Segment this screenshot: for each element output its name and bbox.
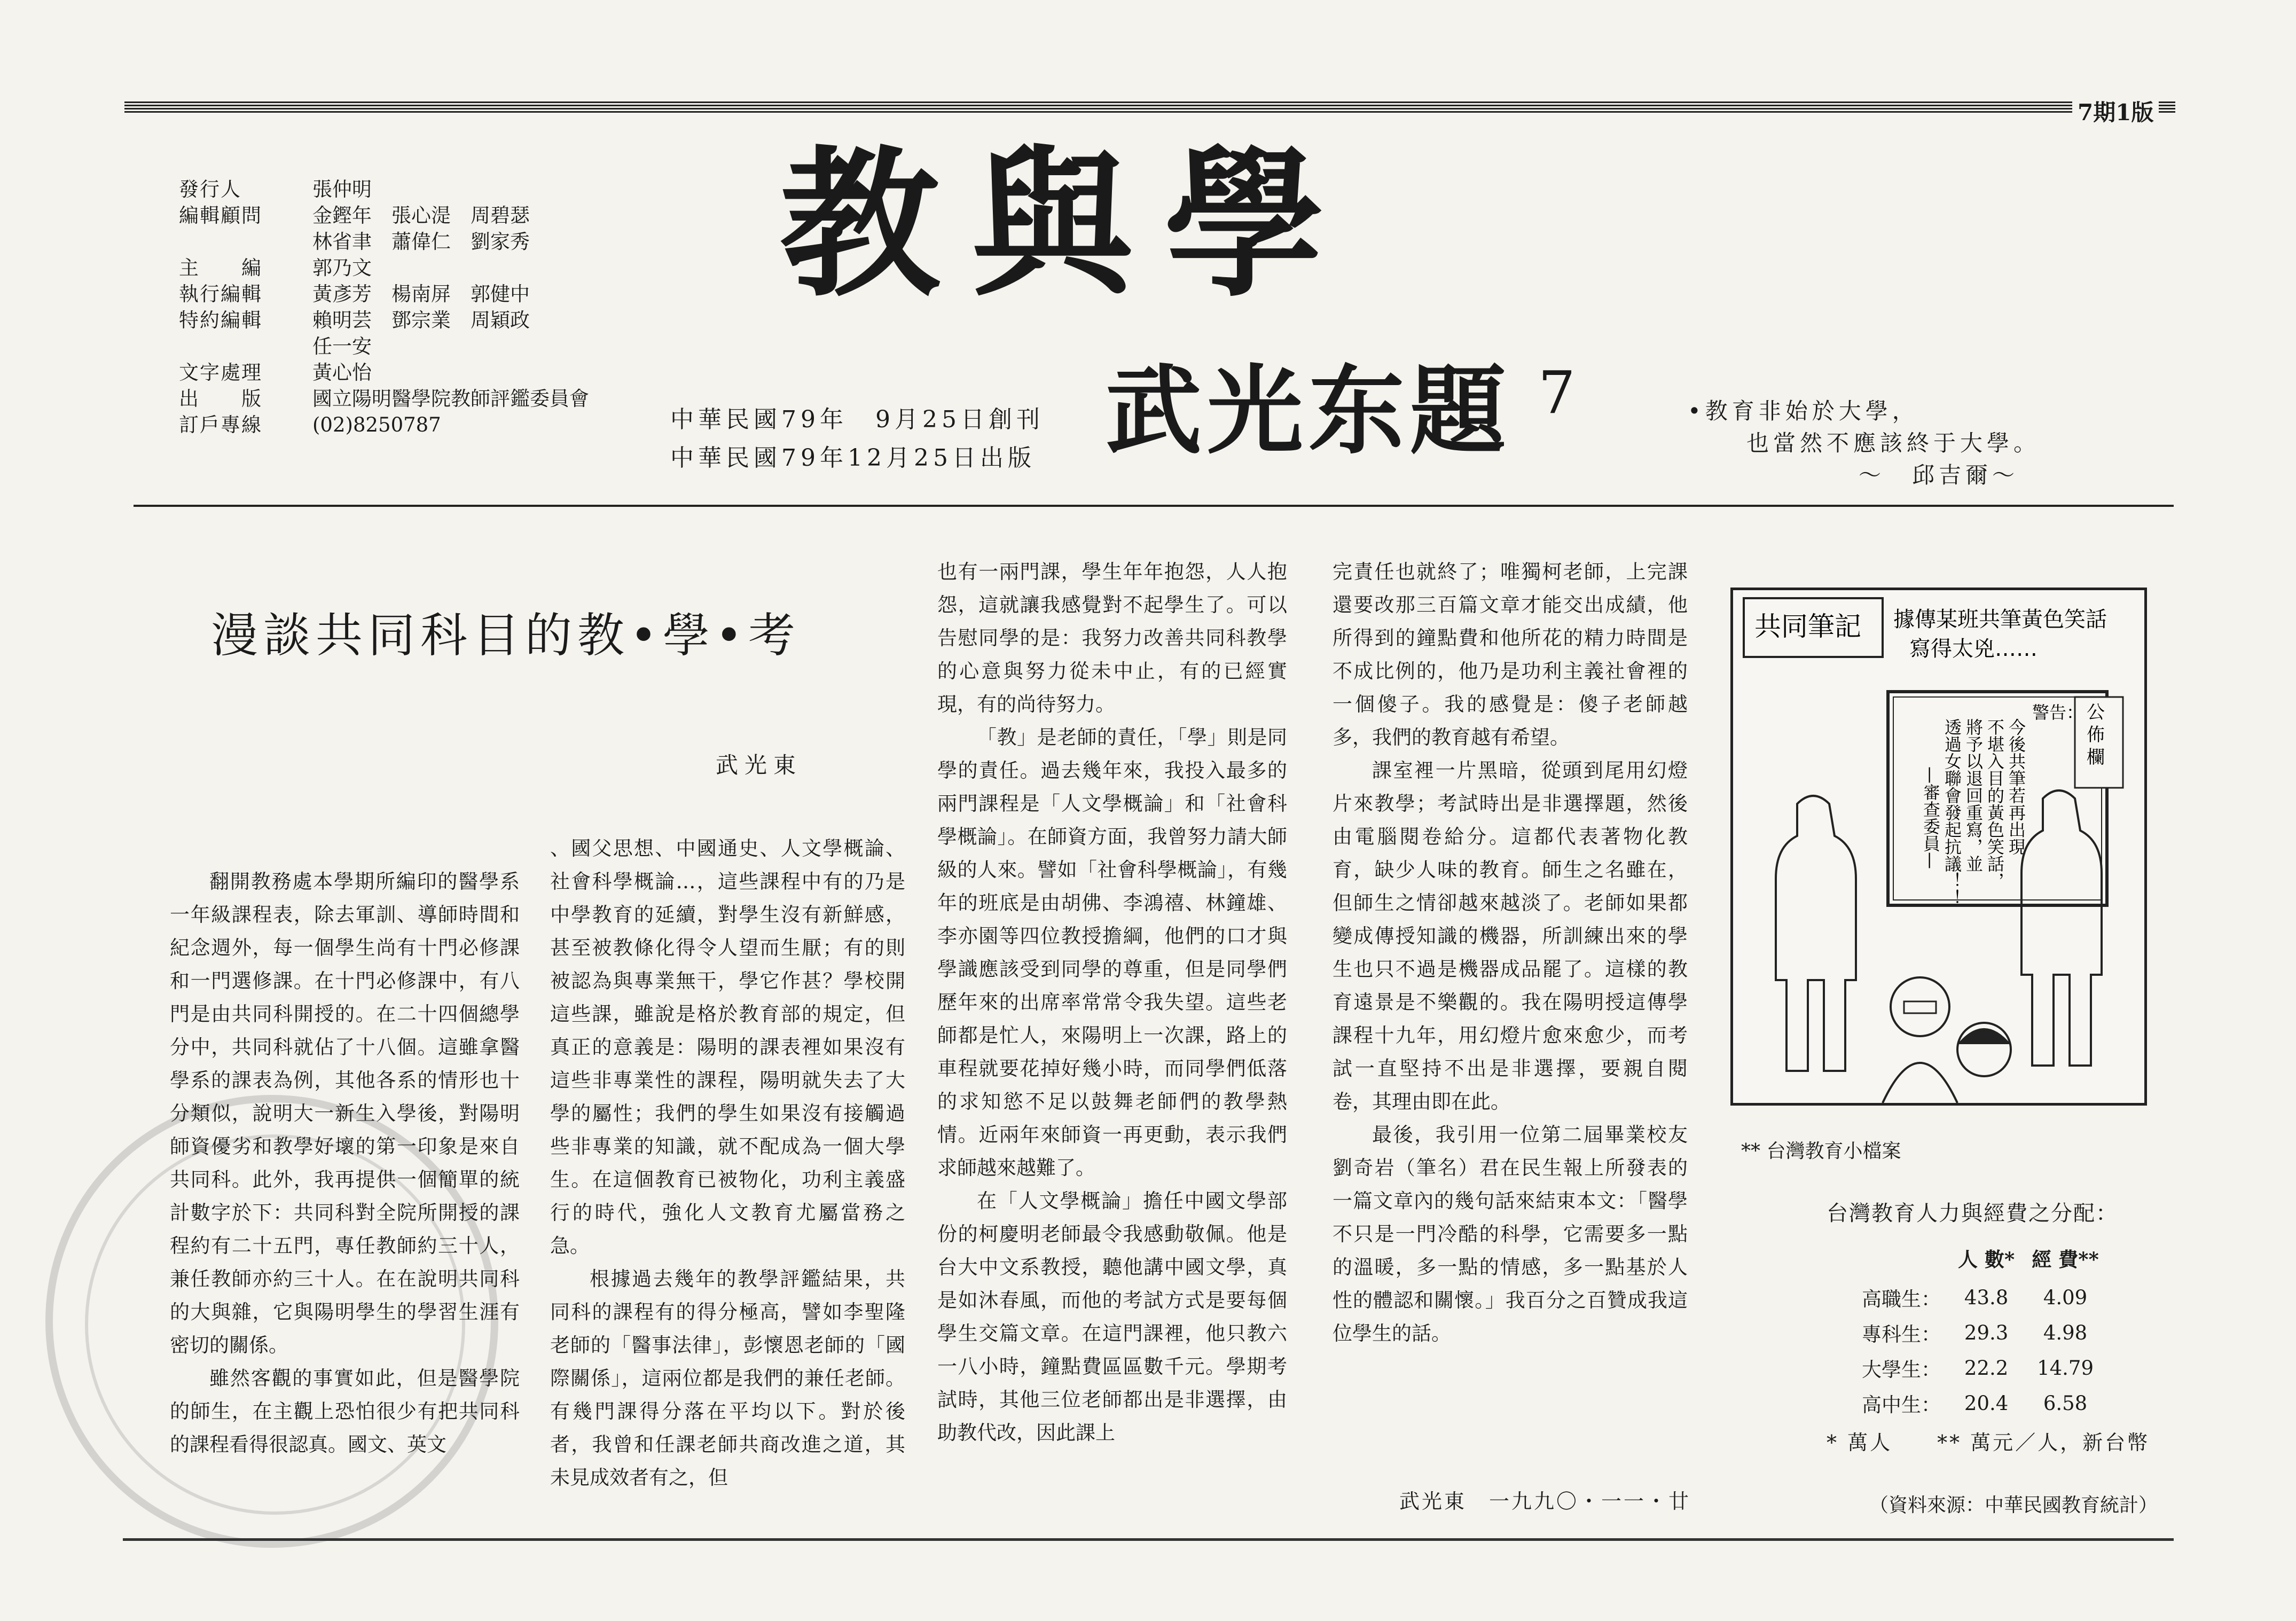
article-signature: 武光東 一九九〇・一一・廿: [1399, 1490, 1691, 1513]
staff-row: 訂戶專線 (02)8250787: [179, 413, 441, 436]
side-sign-text: 公佈欄: [2087, 702, 2105, 768]
article-column-1: [170, 865, 520, 1461]
staff-row: 主 編 郭乃文: [179, 256, 372, 279]
paragraph: 也有一兩門課，學生年年抱怨，人人抱怨，這就讓我感覺對不起學生了。可以告慰同學的是：我努力改善共同科教學的心意與努力從未中止，有的已經實現，有的尚待努力。: [937, 560, 1287, 716]
table-row: 高職生： 43.8 4.09: [1862, 1286, 2088, 1311]
svg-text:透過女聯會發起抗議！！: 透過女聯會發起抗議！！: [1942, 718, 1962, 906]
calligrapher-signature: 武光东題: [1106, 355, 1512, 467]
svg-text:—審查委員—: —審查委員—: [1921, 766, 1941, 869]
staff-row: 發行人 張仲明: [179, 178, 372, 201]
cartoon-label: 共同筆記: [1754, 611, 1861, 642]
sidebar-heading: ** 台灣教育小檔案: [1741, 1140, 1901, 1162]
paragraph: 翻開教務處本學期所編印的醫學系一年級課程表，除去軍訓、導師時間和紀念週外，每一個學生尚有十門必修課和一門選修課。在十門必修課中，有八門是由共同科開授的。在二十四個總學分中，共同科就佔了十八個。這雖拿醫學系的課表為例，其他各系的情形也十分類似，說明大一新生入學後，對陽明師資優劣和教學好壞的第一印象是來自共同科。此外，我再提供一個簡單的統計數字於下：共同科對全院所開授的課程約有二十五門，專任教師約三十人，兼任教師亦約三十人。在在說明共同科的大與雜，它與陽明學生的學習生涯有密切的關係。: [170, 870, 520, 1357]
issue-number: 7: [1538, 358, 1576, 427]
paragraph: 雖然客觀的事實如此，但是醫學院的師生，在主觀上恐怕很少有把共同科的課程看得很認真。國文、英文: [170, 1367, 520, 1456]
notice-text: [1921, 702, 2083, 906]
svg-text:將予以退回重寫，並: 將予以退回重寫，並: [1963, 718, 1984, 872]
staff-row: 任一安: [312, 335, 372, 358]
motto-line-2: 也當然不應該終于大學。: [1746, 430, 2041, 456]
staff-row: 執行編輯 黃彥芳 楊南屏 郭健中: [179, 283, 530, 306]
article-byline: 武光東: [716, 752, 803, 778]
stats-title: 台灣教育人力與經費之分配：: [1827, 1201, 2118, 1226]
article-column-3: [937, 555, 1287, 1450]
staff-row: 特約編輯 賴明芸 鄧宗業 周穎政: [179, 309, 530, 332]
paragraph: 在「人文學概論」擔任中國文學部份的柯慶明老師最令我感動敬佩。他是台大中文系教授，聽他講中國文學，真是如沐春風，而他的考試方式是要每個學生交篇文章。在這門課裡，他只教六一八小時，鐘點費區區數千元。學期考試時，其他三位老師都出是非選擇，由助教代改，因此課上: [937, 1189, 1287, 1444]
table-header-row: [1853, 1239, 2107, 1280]
staff-row: 出 版 國立陽明醫學院教師評鑑委員會: [179, 387, 589, 410]
paragraph: 根據過去幾年的教學評鑑結果，共同科的課程有的得分極高，譬如李聖隆老師的「醫事法律」，彭懷恩老師的「國際關係」，這兩位都是我們的兼任老師。有幾門課得分落在平均以下。對於後者，我曾和任課老師共商改進之道，其未見成效者有之，但: [550, 1267, 905, 1489]
published-date: 中華民國79年12月25日出版: [670, 444, 1036, 472]
staff-row: 文字處理 黃心怡: [179, 361, 372, 384]
stats-legend: * 萬人 ** 萬元／人，新台幣: [1827, 1431, 2150, 1454]
table-row: 高中生： 20.4 6.58: [1862, 1391, 2088, 1416]
paragraph: 最後，我引用一位第二屆畢業校友劉奇岩（筆名）君在民生報上所發表的一篇文章內的幾句話來結束本文：「醫學不只是一門冷酷的科學，它需要多一點的溫暖，多一點的情感，多一點基於人性的體認和關懷。」我百分之百贊成我這位學生的話。: [1333, 1123, 1688, 1345]
cartoon-caption-line-1: 據傳某班共筆黃色笑話: [1893, 607, 2107, 632]
svg-text:不堪入目的黃色笑話，: 不堪入目的黃色笑話，: [1985, 718, 2005, 889]
motto-line-1: •教育非始於大學，: [1688, 398, 1919, 424]
founded-date: 中華民國79年 9月25日創刊: [670, 406, 1044, 433]
article-title: 漫談共同科目的教•學•考: [211, 608, 801, 663]
bottom-rule: [123, 1538, 2174, 1541]
table-row: 專科生： 29.3 4.98: [1862, 1321, 2088, 1346]
svg-text:警告：: 警告：: [2032, 702, 2084, 723]
column-header-funding: 經 費**: [2032, 1248, 2099, 1271]
article-column-2: [550, 832, 905, 1494]
staff-row: 編輯顧問 金鏗年 張心湜 周碧瑟: [179, 204, 530, 227]
stats-source: （資料來源：中華民國教育統計）: [1869, 1494, 2158, 1516]
header-divider: [134, 505, 2174, 507]
cartoon-caption: [1893, 607, 2114, 661]
top-rule: [124, 101, 2175, 113]
masthead-title: 教與學: [780, 130, 1357, 318]
issue-label: 7期1版: [2072, 95, 2159, 127]
article-column-4: [1333, 555, 1688, 1350]
publication-dates: [670, 401, 1044, 477]
svg-text:今後共筆若再出現: 今後共筆若再出現: [2006, 718, 2026, 855]
staff-list: [179, 176, 589, 438]
paragraph: 「教」是老師的責任，「學」則是同學的責任。過去幾年來，我投入最多的兩門課程是「人文學概論」和「社會科學概論」。在師資方面，我曾努力請大師級的人來。譬如「社會科學概論」，有幾年的班底是由胡佛、李鴻禧、林鐘雄、李亦園等四位教授擔綱，他們的口才與學識應該受到同學的尊重，但是同學們歷年來的出席率常常令我失望。這些老師都是忙人，來陽明上一次課，路上的車程就要花掉好幾小時，而同學們低落的求知慾不足以鼓舞老師們的教學熱情。近兩年來師資一再更動，表示我們求師越來越難了。: [937, 726, 1287, 1179]
cartoon-panel: [1730, 588, 2147, 1106]
stats-table: [1853, 1239, 2107, 1421]
staff-row: 林省聿 蕭偉仁 劉家秀: [312, 230, 530, 253]
paragraph: 課室裡一片黑暗，從頭到尾用幻燈片來教學；考試時出是非選擇題，然後由電腦閱卷給分。這都代表著物化教育，缺少人味的教育。師生之名雖在，但師生之情卻越來越淡了。老師如果都變成傳授知識的機器，所訓練出來的學生也只不過是機器成品罷了。這樣的教育遠景是不樂觀的。我在陽明授這傳學課程十九年，用幻燈片愈來愈少，而考試一直堅持不出是非選擇，要親自閱卷，其理由即在此。: [1333, 759, 1688, 1113]
paragraph: 完責任也就終了；唯獨柯老師，上完課還要改那三百篇文章才能交出成績，他所得到的鐘點費和他所花的精力時間是不成比例的，他乃是功利主義社會裡的一個傻子。我的感覺是：傻子老師越多，我們的教育越有希望。: [1333, 560, 1688, 749]
column-header-people: 人 數*: [1958, 1248, 2015, 1271]
motto-attribution: ～ 邱吉爾～: [1859, 462, 2019, 488]
table-row: 大學生： 22.2 14.79: [1862, 1356, 2094, 1381]
paragraph: 、國父思想、中國通史、人文學概論、社會科學概論…，這些課程中有的乃是中學教育的延續，對學生沒有新鮮感，甚至被教條化得令人望而生厭；有的則被認為與專業無干，學它作甚？學校開這些課，雖說是格於教育部的規定，但真正的意義是：陽明的課表裡如果沒有這些非專業性的課程，陽明就失去了大學的屬性；我們的學生如果沒有接觸過些非專業的知識，就不配成為一個大學生。在這個教育已被物化，功利主義盛行的時代，強化人文教育尤屬當務之急。: [550, 837, 905, 1257]
cartoon-caption-line-2: 寫得太兇……: [1909, 637, 2038, 661]
motto: [1688, 395, 2040, 491]
